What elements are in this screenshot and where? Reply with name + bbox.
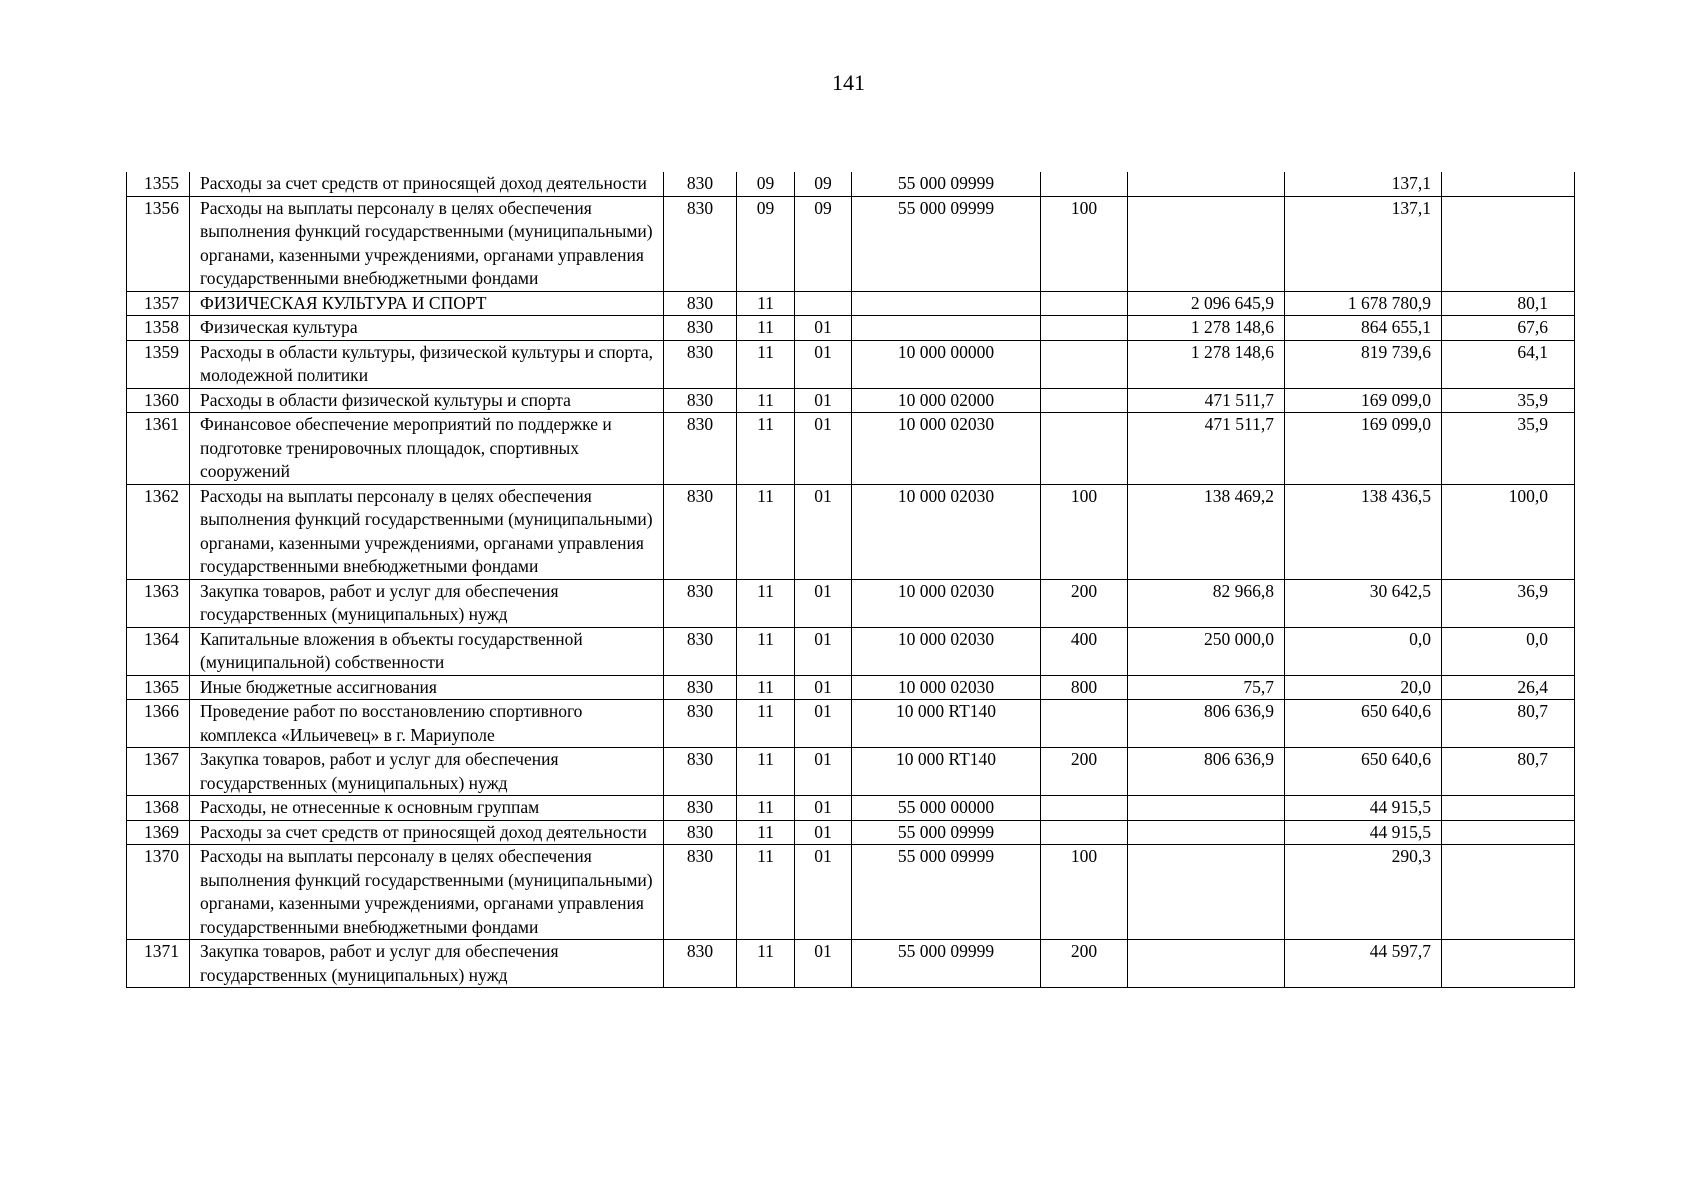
actual-amount-cell: 169 099,0	[1285, 388, 1442, 413]
target-item-code-cell: 10 000 02030	[852, 413, 1041, 485]
actual-amount-cell: 30 642,5	[1285, 579, 1442, 627]
target-item-code-cell: 10 000 RT140	[852, 700, 1041, 748]
expense-type-code-cell: 100	[1041, 845, 1128, 940]
table-row	[127, 291, 1575, 316]
page-number: 141	[832, 70, 865, 95]
item-name-cell: Закупка товаров, работ и услуг для обеспечения государственных (муниципальных) нужд	[190, 748, 664, 796]
actual-amount-cell: 44 597,7	[1285, 940, 1442, 988]
item-name-cell: Расходы на выплаты персоналу в целях обеспечения выполнения функций государственными (муниципальными) органами, казенными учреждениями, органами управления государственными внебюджетными фондами	[190, 484, 664, 579]
planned-amount-cell: 1 278 148,6	[1128, 316, 1285, 341]
expense-type-code-cell: 200	[1041, 940, 1128, 988]
execution-percent-cell	[1442, 172, 1575, 196]
row-number-cell: 1359	[127, 340, 190, 388]
item-name-cell: Физическая культура	[190, 316, 664, 341]
ministry-code-cell: 830	[664, 700, 737, 748]
table-row	[127, 340, 1575, 388]
execution-percent-cell: 80,7	[1442, 748, 1575, 796]
actual-amount-cell: 650 640,6	[1285, 700, 1442, 748]
planned-amount-cell	[1128, 940, 1285, 988]
table-row	[127, 796, 1575, 821]
target-item-code-cell: 55 000 09999	[852, 845, 1041, 940]
expense-type-code-cell	[1041, 820, 1128, 845]
expense-type-code-cell: 200	[1041, 579, 1128, 627]
table-row	[127, 700, 1575, 748]
actual-amount-cell: 169 099,0	[1285, 413, 1442, 485]
subsection-code-cell: 01	[795, 748, 852, 796]
subsection-code-cell: 01	[795, 484, 852, 579]
subsection-code-cell: 01	[795, 627, 852, 675]
expense-type-code-cell: 400	[1041, 627, 1128, 675]
section-code-cell: 11	[737, 388, 795, 413]
row-number-cell: 1361	[127, 413, 190, 485]
item-name-cell: Расходы на выплаты персоналу в целях обеспечения выполнения функций государственными (муниципальными) органами, казенными учреждениями, органами управления государственными внебюджетными фондами	[190, 845, 664, 940]
actual-amount-cell: 819 739,6	[1285, 340, 1442, 388]
ministry-code-cell: 830	[664, 675, 737, 700]
ministry-code-cell: 830	[664, 627, 737, 675]
ministry-code-cell: 830	[664, 291, 737, 316]
execution-percent-cell: 80,1	[1442, 291, 1575, 316]
subsection-code-cell: 01	[795, 820, 852, 845]
subsection-code-cell: 01	[795, 845, 852, 940]
actual-amount-cell: 650 640,6	[1285, 748, 1442, 796]
actual-amount-cell: 138 436,5	[1285, 484, 1442, 579]
expense-type-code-cell	[1041, 291, 1128, 316]
planned-amount-cell: 1 278 148,6	[1128, 340, 1285, 388]
expense-type-code-cell	[1041, 796, 1128, 821]
subsection-code-cell: 01	[795, 940, 852, 988]
table-row	[127, 172, 1575, 196]
section-code-cell: 11	[737, 845, 795, 940]
subsection-code-cell: 01	[795, 700, 852, 748]
actual-amount-cell: 137,1	[1285, 172, 1442, 196]
planned-amount-cell: 806 636,9	[1128, 700, 1285, 748]
expense-type-code-cell	[1041, 316, 1128, 341]
section-code-cell: 11	[737, 748, 795, 796]
execution-percent-cell	[1442, 196, 1575, 291]
item-name-cell: Капитальные вложения в объекты государственной (муниципальной) собственности	[190, 627, 664, 675]
planned-amount-cell	[1128, 196, 1285, 291]
actual-amount-cell: 0,0	[1285, 627, 1442, 675]
target-item-code-cell: 55 000 09999	[852, 820, 1041, 845]
expense-type-code-cell	[1041, 700, 1128, 748]
subsection-code-cell: 01	[795, 675, 852, 700]
section-code-cell: 11	[737, 700, 795, 748]
item-name-cell: Расходы за счет средств от приносящей доход деятельности	[190, 172, 664, 196]
execution-percent-cell	[1442, 796, 1575, 821]
section-code-cell: 11	[737, 316, 795, 341]
table-row	[127, 484, 1575, 579]
planned-amount-cell: 138 469,2	[1128, 484, 1285, 579]
planned-amount-cell: 82 966,8	[1128, 579, 1285, 627]
expense-type-code-cell: 200	[1041, 748, 1128, 796]
item-name-cell: Закупка товаров, работ и услуг для обеспечения государственных (муниципальных) нужд	[190, 940, 664, 988]
table-row	[127, 820, 1575, 845]
actual-amount-cell: 864 655,1	[1285, 316, 1442, 341]
item-name-cell: Иные бюджетные ассигнования	[190, 675, 664, 700]
item-name-cell: Расходы на выплаты персоналу в целях обеспечения выполнения функций государственными (муниципальными) органами, казенными учреждениями, органами управления государственными внебюджетными фондами	[190, 196, 664, 291]
planned-amount-cell: 250 000,0	[1128, 627, 1285, 675]
row-number-cell: 1356	[127, 196, 190, 291]
actual-amount-cell: 20,0	[1285, 675, 1442, 700]
execution-percent-cell: 100,0	[1442, 484, 1575, 579]
subsection-code-cell: 09	[795, 196, 852, 291]
section-code-cell: 11	[737, 291, 795, 316]
row-number-cell: 1362	[127, 484, 190, 579]
expense-type-code-cell	[1041, 413, 1128, 485]
target-item-code-cell: 10 000 02030	[852, 484, 1041, 579]
item-name-cell: Финансовое обеспечение мероприятий по поддержке и подготовке тренировочных площадок, спортивных сооружений	[190, 413, 664, 485]
row-number-cell: 1358	[127, 316, 190, 341]
target-item-code-cell: 10 000 00000	[852, 340, 1041, 388]
ministry-code-cell: 830	[664, 388, 737, 413]
subsection-code-cell: 01	[795, 796, 852, 821]
execution-percent-cell	[1442, 845, 1575, 940]
execution-percent-cell	[1442, 940, 1575, 988]
row-number-cell: 1366	[127, 700, 190, 748]
table-row	[127, 748, 1575, 796]
row-number-cell: 1367	[127, 748, 190, 796]
execution-percent-cell: 0,0	[1442, 627, 1575, 675]
actual-amount-cell: 137,1	[1285, 196, 1442, 291]
expense-type-code-cell	[1041, 388, 1128, 413]
target-item-code-cell: 55 000 09999	[852, 940, 1041, 988]
budget-table	[126, 172, 1575, 988]
ministry-code-cell: 830	[664, 579, 737, 627]
planned-amount-cell	[1128, 172, 1285, 196]
item-name-cell: ФИЗИЧЕСКАЯ КУЛЬТУРА И СПОРТ	[190, 291, 664, 316]
row-number-cell: 1368	[127, 796, 190, 821]
actual-amount-cell: 290,3	[1285, 845, 1442, 940]
ministry-code-cell: 830	[664, 940, 737, 988]
row-number-cell: 1355	[127, 172, 190, 196]
item-name-cell: Расходы, не отнесенные к основным группам	[190, 796, 664, 821]
section-code-cell: 11	[737, 579, 795, 627]
table-row	[127, 413, 1575, 485]
section-code-cell: 11	[737, 940, 795, 988]
target-item-code-cell: 10 000 02030	[852, 675, 1041, 700]
ministry-code-cell: 830	[664, 340, 737, 388]
item-name-cell: Расходы в области физической культуры и спорта	[190, 388, 664, 413]
expense-type-code-cell: 800	[1041, 675, 1128, 700]
actual-amount-cell: 1 678 780,9	[1285, 291, 1442, 316]
row-number-cell: 1371	[127, 940, 190, 988]
item-name-cell: Расходы за счет средств от приносящей доход деятельности	[190, 820, 664, 845]
subsection-code-cell: 09	[795, 172, 852, 196]
table-row	[127, 388, 1575, 413]
item-name-cell: Закупка товаров, работ и услуг для обеспечения государственных (муниципальных) нужд	[190, 579, 664, 627]
actual-amount-cell: 44 915,5	[1285, 796, 1442, 821]
actual-amount-cell: 44 915,5	[1285, 820, 1442, 845]
planned-amount-cell	[1128, 820, 1285, 845]
subsection-code-cell: 01	[795, 579, 852, 627]
expense-type-code-cell: 100	[1041, 484, 1128, 579]
planned-amount-cell: 471 511,7	[1128, 413, 1285, 485]
target-item-code-cell: 10 000 02030	[852, 579, 1041, 627]
row-number-cell: 1363	[127, 579, 190, 627]
subsection-code-cell: 01	[795, 388, 852, 413]
section-code-cell: 11	[737, 675, 795, 700]
section-code-cell: 11	[737, 413, 795, 485]
table-body	[127, 172, 1575, 988]
execution-percent-cell: 80,7	[1442, 700, 1575, 748]
item-name-cell: Проведение работ по восстановлению спортивного комплекса «Ильичевец» в г. Мариуполе	[190, 700, 664, 748]
planned-amount-cell	[1128, 845, 1285, 940]
section-code-cell: 09	[737, 196, 795, 291]
target-item-code-cell: 10 000 RT140	[852, 748, 1041, 796]
subsection-code-cell	[795, 291, 852, 316]
execution-percent-cell: 35,9	[1442, 388, 1575, 413]
expense-type-code-cell: 100	[1041, 196, 1128, 291]
item-name-cell: Расходы в области культуры, физической культуры и спорта, молодежной политики	[190, 340, 664, 388]
subsection-code-cell: 01	[795, 413, 852, 485]
ministry-code-cell: 830	[664, 316, 737, 341]
subsection-code-cell: 01	[795, 316, 852, 341]
ministry-code-cell: 830	[664, 820, 737, 845]
ministry-code-cell: 830	[664, 484, 737, 579]
execution-percent-cell: 67,6	[1442, 316, 1575, 341]
execution-percent-cell: 35,9	[1442, 413, 1575, 485]
target-item-code-cell: 55 000 09999	[852, 196, 1041, 291]
row-number-cell: 1370	[127, 845, 190, 940]
table-row	[127, 316, 1575, 341]
row-number-cell: 1365	[127, 675, 190, 700]
execution-percent-cell: 26,4	[1442, 675, 1575, 700]
section-code-cell: 11	[737, 484, 795, 579]
planned-amount-cell	[1128, 796, 1285, 821]
section-code-cell: 11	[737, 820, 795, 845]
target-item-code-cell	[852, 316, 1041, 341]
section-code-cell: 11	[737, 340, 795, 388]
row-number-cell: 1369	[127, 820, 190, 845]
execution-percent-cell: 36,9	[1442, 579, 1575, 627]
ministry-code-cell: 830	[664, 748, 737, 796]
section-code-cell: 09	[737, 172, 795, 196]
table-row	[127, 845, 1575, 940]
ministry-code-cell: 830	[664, 172, 737, 196]
row-number-cell: 1360	[127, 388, 190, 413]
row-number-cell: 1364	[127, 627, 190, 675]
expense-type-code-cell	[1041, 172, 1128, 196]
execution-percent-cell	[1442, 820, 1575, 845]
target-item-code-cell: 10 000 02000	[852, 388, 1041, 413]
planned-amount-cell: 75,7	[1128, 675, 1285, 700]
section-code-cell: 11	[737, 627, 795, 675]
planned-amount-cell: 2 096 645,9	[1128, 291, 1285, 316]
target-item-code-cell: 10 000 02030	[852, 627, 1041, 675]
table-row	[127, 196, 1575, 291]
target-item-code-cell: 55 000 09999	[852, 172, 1041, 196]
planned-amount-cell: 471 511,7	[1128, 388, 1285, 413]
target-item-code-cell	[852, 291, 1041, 316]
row-number-cell: 1357	[127, 291, 190, 316]
ministry-code-cell: 830	[664, 413, 737, 485]
table-row	[127, 627, 1575, 675]
expense-type-code-cell	[1041, 340, 1128, 388]
ministry-code-cell: 830	[664, 796, 737, 821]
subsection-code-cell: 01	[795, 340, 852, 388]
ministry-code-cell: 830	[664, 196, 737, 291]
ministry-code-cell: 830	[664, 845, 737, 940]
execution-percent-cell: 64,1	[1442, 340, 1575, 388]
table-row	[127, 675, 1575, 700]
target-item-code-cell: 55 000 00000	[852, 796, 1041, 821]
table-row	[127, 940, 1575, 988]
planned-amount-cell: 806 636,9	[1128, 748, 1285, 796]
section-code-cell: 11	[737, 796, 795, 821]
table-row	[127, 579, 1575, 627]
